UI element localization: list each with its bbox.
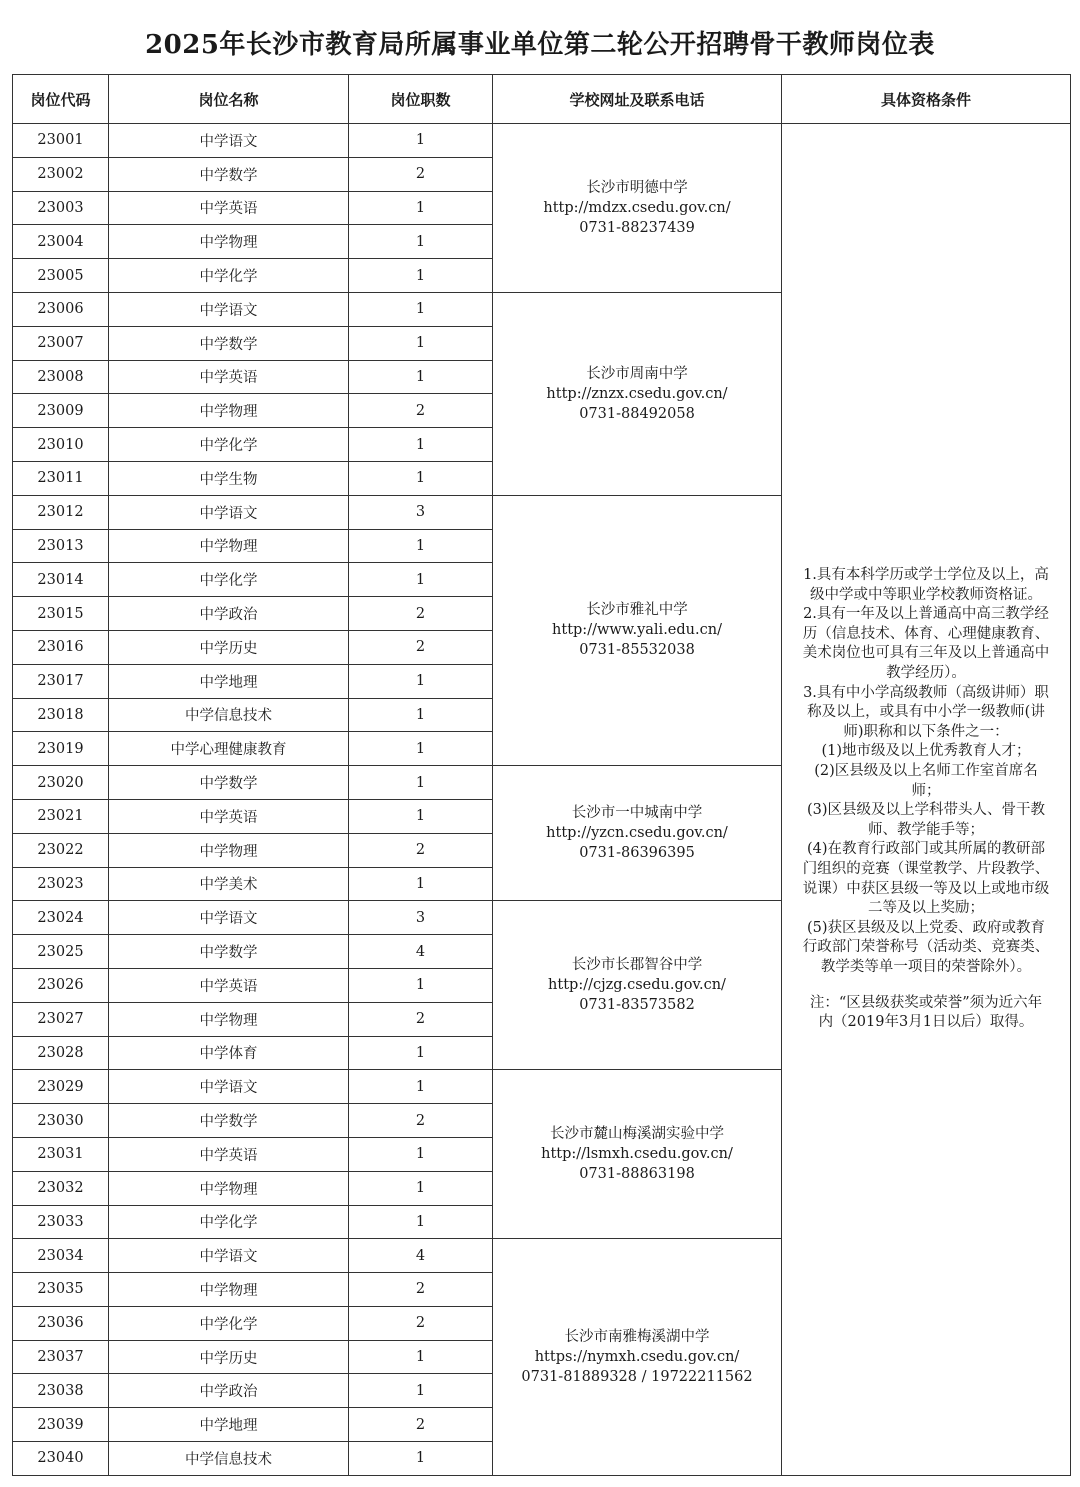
position-code: 23034 bbox=[13, 1239, 109, 1273]
table-header-row bbox=[13, 75, 1071, 124]
condition-line: 师； bbox=[911, 782, 941, 799]
position-name: 中学物理 bbox=[109, 225, 349, 259]
condition-line: 教学经历）。 bbox=[886, 665, 966, 682]
position-name: 中学体育 bbox=[109, 1036, 349, 1070]
position-code: 23016 bbox=[13, 630, 109, 664]
position-name: 中学物理 bbox=[109, 529, 349, 563]
position-quota: 3 bbox=[349, 495, 493, 529]
header-code: 岗位代码 bbox=[13, 75, 109, 124]
school-url-link[interactable]: http://mdzx.csedu.gov.cn/ bbox=[543, 199, 731, 216]
position-quota: 2 bbox=[349, 833, 493, 867]
position-quota: 1 bbox=[349, 1137, 493, 1171]
position-code: 23030 bbox=[13, 1104, 109, 1138]
position-name: 中学语文 bbox=[109, 901, 349, 935]
position-name: 中学物理 bbox=[109, 394, 349, 428]
condition-line: 门组织的竞赛（课堂教学、片段教学、 bbox=[802, 861, 1050, 878]
position-name: 中学物理 bbox=[109, 1273, 349, 1307]
position-code: 23017 bbox=[13, 664, 109, 698]
school-phone: 0731-88237439 bbox=[579, 219, 695, 236]
position-name: 中学信息技术 bbox=[109, 1442, 349, 1476]
school-url-link[interactable]: http://lsmxh.csedu.gov.cn/ bbox=[541, 1146, 733, 1163]
position-name: 中学数学 bbox=[109, 935, 349, 969]
position-code: 23026 bbox=[13, 968, 109, 1002]
condition-line: 3.具有中小学高级教师（高级讲师）职 bbox=[803, 684, 1049, 701]
position-name: 中学英语 bbox=[109, 191, 349, 225]
condition-note-line: 注：“区县级获奖或荣誉”须为近六年 bbox=[809, 994, 1043, 1011]
school-phone: 0731-86396395 bbox=[579, 845, 695, 862]
school-contact-cell bbox=[493, 901, 782, 1070]
position-code: 23033 bbox=[13, 1205, 109, 1239]
position-code: 23001 bbox=[13, 124, 109, 158]
position-name: 中学化学 bbox=[109, 259, 349, 293]
position-quota: 2 bbox=[349, 157, 493, 191]
position-code: 23014 bbox=[13, 563, 109, 597]
position-code: 23013 bbox=[13, 529, 109, 563]
school-name: 长沙市长郡智谷中学 bbox=[571, 957, 703, 974]
position-code: 23032 bbox=[13, 1171, 109, 1205]
position-name: 中学数学 bbox=[109, 326, 349, 360]
school-phone: 0731-88863198 bbox=[579, 1166, 695, 1183]
position-code: 23020 bbox=[13, 766, 109, 800]
position-name: 中学化学 bbox=[109, 1306, 349, 1340]
position-quota: 2 bbox=[349, 1002, 493, 1036]
position-name: 中学物理 bbox=[109, 1171, 349, 1205]
position-code: 23024 bbox=[13, 901, 109, 935]
position-quota: 2 bbox=[349, 394, 493, 428]
condition-line: (1)地市级及以上优秀教育人才； bbox=[821, 743, 1031, 760]
position-quota: 1 bbox=[349, 1171, 493, 1205]
condition-line: (3)区县级及以上学科带头人、骨干教 bbox=[806, 802, 1046, 819]
position-quota: 1 bbox=[349, 428, 493, 462]
position-quota: 1 bbox=[349, 1374, 493, 1408]
position-quota: 1 bbox=[349, 563, 493, 597]
positions-table bbox=[12, 74, 1071, 1476]
position-quota: 1 bbox=[349, 191, 493, 225]
position-name: 中学英语 bbox=[109, 968, 349, 1002]
position-name: 中学地理 bbox=[109, 664, 349, 698]
position-quota: 1 bbox=[349, 766, 493, 800]
position-code: 23003 bbox=[13, 191, 109, 225]
position-name: 中学化学 bbox=[109, 428, 349, 462]
position-name: 中学地理 bbox=[109, 1408, 349, 1442]
position-code: 23011 bbox=[13, 461, 109, 495]
position-quota: 1 bbox=[349, 698, 493, 732]
qualification-conditions bbox=[782, 124, 1071, 1476]
position-code: 23005 bbox=[13, 259, 109, 293]
position-code: 23035 bbox=[13, 1273, 109, 1307]
position-quota: 1 bbox=[349, 1340, 493, 1374]
position-quota: 1 bbox=[349, 799, 493, 833]
position-name: 中学语文 bbox=[109, 124, 349, 158]
position-code: 23038 bbox=[13, 1374, 109, 1408]
position-quota: 1 bbox=[349, 326, 493, 360]
position-code: 23027 bbox=[13, 1002, 109, 1036]
school-contact-cell bbox=[493, 124, 782, 293]
position-quota: 2 bbox=[349, 1306, 493, 1340]
position-name: 中学政治 bbox=[109, 597, 349, 631]
position-code: 23009 bbox=[13, 394, 109, 428]
position-quota: 1 bbox=[349, 360, 493, 394]
position-quota: 1 bbox=[349, 124, 493, 158]
condition-line: 级中学或中等职业学校教师资格证。 bbox=[810, 586, 1042, 603]
position-quota: 1 bbox=[349, 529, 493, 563]
position-name: 中学化学 bbox=[109, 1205, 349, 1239]
position-name: 中学历史 bbox=[109, 630, 349, 664]
position-name: 中学政治 bbox=[109, 1374, 349, 1408]
position-code: 23010 bbox=[13, 428, 109, 462]
school-name: 长沙市周南中学 bbox=[586, 365, 688, 382]
position-name: 中学数学 bbox=[109, 766, 349, 800]
position-name: 中学历史 bbox=[109, 1340, 349, 1374]
school-url-link[interactable]: http://yzcn.csedu.gov.cn/ bbox=[546, 825, 728, 842]
school-phone: 0731-83573582 bbox=[579, 997, 695, 1014]
position-code: 23015 bbox=[13, 597, 109, 631]
school-contact-cell bbox=[493, 292, 782, 495]
school-contact-cell bbox=[493, 1239, 782, 1476]
position-name: 中学生物 bbox=[109, 461, 349, 495]
position-name: 中学英语 bbox=[109, 1137, 349, 1171]
condition-line: 师)职称和以下条件之一： bbox=[843, 723, 1009, 740]
position-quota: 1 bbox=[349, 1205, 493, 1239]
position-code: 23029 bbox=[13, 1070, 109, 1104]
school-url-link[interactable]: http://cjzg.csedu.gov.cn/ bbox=[548, 977, 726, 994]
school-name: 长沙市麓山梅溪湖实验中学 bbox=[550, 1126, 724, 1143]
position-quota: 2 bbox=[349, 630, 493, 664]
position-quota: 1 bbox=[349, 1036, 493, 1070]
position-quota: 1 bbox=[349, 1442, 493, 1476]
position-code: 23039 bbox=[13, 1408, 109, 1442]
position-name: 中学信息技术 bbox=[109, 698, 349, 732]
school-name: 长沙市雅礼中学 bbox=[586, 602, 688, 619]
position-quota: 2 bbox=[349, 1104, 493, 1138]
position-name: 中学物理 bbox=[109, 1002, 349, 1036]
position-quota: 1 bbox=[349, 461, 493, 495]
position-code: 23007 bbox=[13, 326, 109, 360]
condition-line: (2)区县级及以上名师工作室首席名 bbox=[814, 763, 1038, 780]
school-url-link[interactable]: https://nymxh.csedu.gov.cn/ bbox=[534, 1349, 740, 1366]
position-code: 23031 bbox=[13, 1137, 109, 1171]
school-url-link[interactable]: http://www.yali.edu.cn/ bbox=[552, 622, 722, 639]
position-quota: 1 bbox=[349, 225, 493, 259]
school-name: 长沙市南雅梅溪湖中学 bbox=[564, 1329, 710, 1346]
position-code: 23012 bbox=[13, 495, 109, 529]
position-code: 23025 bbox=[13, 935, 109, 969]
header-qualifications: 具体资格条件 bbox=[782, 75, 1071, 124]
position-quota: 2 bbox=[349, 1408, 493, 1442]
position-quota: 3 bbox=[349, 901, 493, 935]
table-body bbox=[13, 124, 1071, 1476]
school-name: 长沙市明德中学 bbox=[586, 179, 688, 196]
school-phone: 0731-85532038 bbox=[579, 642, 695, 659]
school-name: 长沙市一中城南中学 bbox=[571, 805, 703, 822]
position-name: 中学美术 bbox=[109, 867, 349, 901]
condition-line: 1.具有本科学历或学士学位及以上，高 bbox=[803, 567, 1049, 584]
school-url-link[interactable]: http://znzx.csedu.gov.cn/ bbox=[546, 385, 728, 402]
page-title: 2025年长沙市教育局所属事业单位第二轮公开招聘骨干教师岗位表 bbox=[145, 30, 935, 60]
position-quota: 1 bbox=[349, 259, 493, 293]
position-quota: 4 bbox=[349, 1239, 493, 1273]
header-school-contact: 学校网址及联系电话 bbox=[493, 75, 782, 124]
condition-line: 二等及以上奖励； bbox=[868, 900, 984, 917]
condition-note-line: 内（2019年3月1日以后）取得。 bbox=[818, 1014, 1034, 1031]
condition-line: 说课）中获区县级一等及以上或地市级 bbox=[802, 880, 1050, 897]
position-code: 23036 bbox=[13, 1306, 109, 1340]
position-quota: 1 bbox=[349, 968, 493, 1002]
position-code: 23023 bbox=[13, 867, 109, 901]
position-quota: 1 bbox=[349, 292, 493, 326]
header-position-name: 岗位名称 bbox=[109, 75, 349, 124]
condition-line: 教学类等单一项目的荣誉除外）。 bbox=[820, 958, 1032, 975]
condition-line: 师、教学能手等； bbox=[868, 821, 984, 838]
position-name: 中学语文 bbox=[109, 292, 349, 326]
school-contact-cell bbox=[493, 766, 782, 901]
position-quota: 1 bbox=[349, 867, 493, 901]
position-code: 23040 bbox=[13, 1442, 109, 1476]
position-code: 23022 bbox=[13, 833, 109, 867]
position-name: 中学语文 bbox=[109, 495, 349, 529]
position-name: 中学化学 bbox=[109, 563, 349, 597]
position-name: 中学语文 bbox=[109, 1070, 349, 1104]
header-quota: 岗位职数 bbox=[349, 75, 493, 124]
position-quota: 4 bbox=[349, 935, 493, 969]
school-contact-cell bbox=[493, 495, 782, 765]
position-code: 23004 bbox=[13, 225, 109, 259]
position-name: 中学数学 bbox=[109, 1104, 349, 1138]
position-quota: 1 bbox=[349, 732, 493, 766]
position-code: 23008 bbox=[13, 360, 109, 394]
position-code: 23019 bbox=[13, 732, 109, 766]
school-contact-cell bbox=[493, 1070, 782, 1239]
condition-spacer bbox=[782, 978, 1070, 994]
position-code: 23018 bbox=[13, 698, 109, 732]
position-code: 23002 bbox=[13, 157, 109, 191]
position-name: 中学心理健康教育 bbox=[109, 732, 349, 766]
school-phone: 0731-88492058 bbox=[579, 405, 695, 422]
school-phone: 0731-81889328 / 19722211562 bbox=[521, 1369, 753, 1386]
condition-line: 称及以上，或具有中小学一级教师(讲 bbox=[807, 704, 1045, 721]
position-code: 23037 bbox=[13, 1340, 109, 1374]
position-code: 23021 bbox=[13, 799, 109, 833]
position-name: 中学英语 bbox=[109, 360, 349, 394]
condition-line: 历（信息技术、体育、心理健康教育、 bbox=[802, 625, 1050, 642]
position-quota: 2 bbox=[349, 1273, 493, 1307]
table-row bbox=[13, 124, 1071, 158]
position-code: 23028 bbox=[13, 1036, 109, 1070]
position-code: 23006 bbox=[13, 292, 109, 326]
position-quota: 2 bbox=[349, 597, 493, 631]
condition-line: 美术岗位也可具有三年及以上普通高中 bbox=[802, 645, 1050, 662]
position-name: 中学语文 bbox=[109, 1239, 349, 1273]
position-quota: 1 bbox=[349, 664, 493, 698]
position-name: 中学数学 bbox=[109, 157, 349, 191]
position-quota: 1 bbox=[349, 1070, 493, 1104]
condition-line: (4)在教育行政部门或其所属的教研部 bbox=[806, 841, 1046, 858]
position-name: 中学物理 bbox=[109, 833, 349, 867]
condition-line: 2.具有一年及以上普通高中高三教学经 bbox=[803, 606, 1049, 623]
position-name: 中学英语 bbox=[109, 799, 349, 833]
condition-line: 行政部门荣誉称号（活动类、竞赛类、 bbox=[802, 939, 1050, 956]
condition-line: (5)获区县级及以上党委、政府或教育 bbox=[806, 919, 1046, 936]
